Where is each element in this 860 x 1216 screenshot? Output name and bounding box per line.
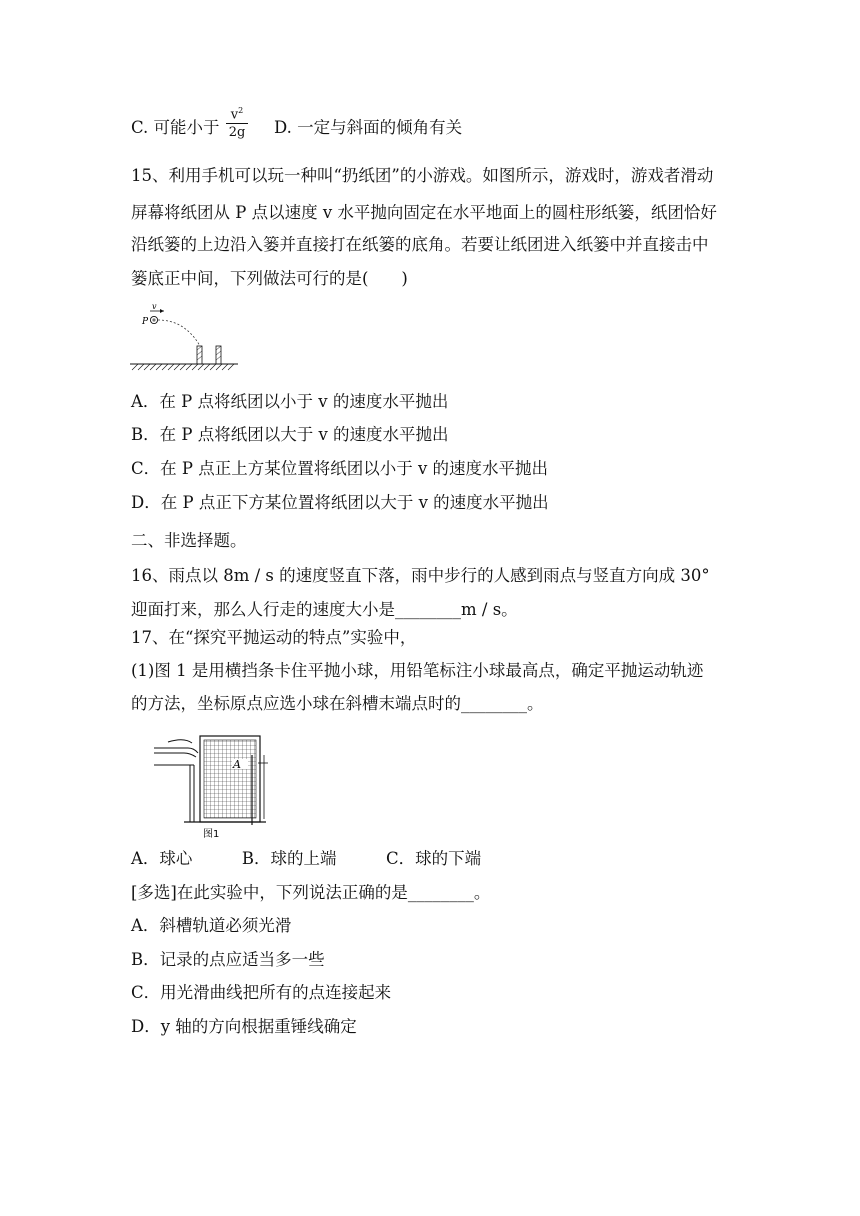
point-p-label: P xyxy=(142,317,149,327)
q17-multi-option-b: B．记录的点应适当多一些 xyxy=(131,950,325,969)
q14-option-d: D. 一定与斜面的倾角有关 xyxy=(274,118,463,137)
q17-stem: 17、在“探究平抛运动的特点”实验中， xyxy=(131,628,417,647)
section-2-title: 二、非选择题。 xyxy=(131,531,247,550)
q15-option-c: C．在 P 点正上方某位置将纸团以小于 v 的速度水平抛出 xyxy=(131,459,549,478)
q17-part1-options: A．球心 B．球的上端 C．球的下端 xyxy=(131,849,482,868)
fraction-v2-over-2g xyxy=(226,106,248,140)
paper-ball-figure xyxy=(130,300,240,372)
projectile-apparatus-figure xyxy=(154,733,278,843)
q14-option-c xyxy=(131,118,220,138)
q17-multi-option-a: A．斜槽轨道必须光滑 xyxy=(131,916,292,935)
q15-option-d: D．在 P 点正下方某位置将纸团以大于 v 的速度水平抛出 xyxy=(131,493,549,512)
q15-option-a: A．在 P 点将纸团以小于 v 的速度水平抛出 xyxy=(131,392,449,411)
q17-part1-line-1: (1)图 1 是用横挡条卡住平抛小球，用铅笔标注小球最高点，确定平抛运动轨迹 xyxy=(131,661,704,680)
velocity-label: v xyxy=(152,302,157,311)
q15-option-b: B．在 P 点将纸团以大于 v 的速度水平抛出 xyxy=(131,425,449,444)
figure-1-caption: 图1 xyxy=(203,829,220,840)
q17-multi-stem: [多选]在此实验中，下列说法正确的是________。 xyxy=(131,883,491,902)
q15-stem-line-3: 沿纸篓的上边沿入篓并直接打在纸篓的底角。若要让纸团进入纸篓中并直接击中 xyxy=(131,235,709,254)
q17-multi-option-c: C．用光滑曲线把所有的点连接起来 xyxy=(131,983,392,1002)
q15-stem-line-1: 15、利用手机可以玩一种叫“扔纸团”的小游戏。如图所示，游戏时，游戏者滑动 xyxy=(131,166,714,185)
q14-option-c-text: C. 可能小于 xyxy=(131,118,220,137)
q15-stem-line-2: 屏幕将纸团从 P 点以速度 v 水平抛向固定在水平地面上的圆柱形纸篓，纸团恰好 xyxy=(131,203,717,222)
q17-part1-line-2: 的方法，坐标原点应选小球在斜槽末端点时的________。 xyxy=(131,694,544,713)
fraction-exponent: 2 xyxy=(238,106,244,115)
q16-stem-line-1: 16、雨点以 8m / s 的速度竖直下落，雨中步行的人感到雨点与竖直方向成 30° xyxy=(131,566,710,585)
fraction-numerator: v xyxy=(230,107,239,123)
figure-label-a: A xyxy=(233,758,241,771)
q17-multi-option-d: D．y 轴的方向根据重锤线确定 xyxy=(131,1017,357,1036)
q16-stem-line-2: 迎面打来，那么人行走的速度大小是________m / s。 xyxy=(131,600,518,619)
fraction-denominator: 2g xyxy=(228,125,246,141)
q15-stem-line-4: 篓底正中间，下列做法可行的是( ) xyxy=(131,269,408,288)
